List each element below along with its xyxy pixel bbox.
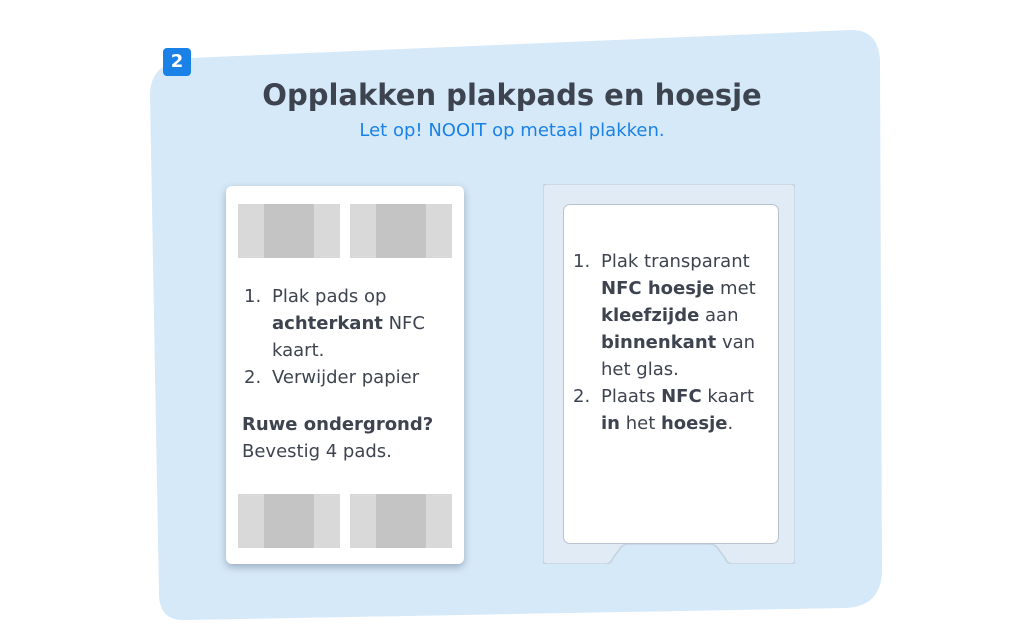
instruction-step <box>573 383 773 437</box>
step-emphasis: in <box>601 413 620 434</box>
step-emphasis: NFC <box>661 386 702 407</box>
step-emphasis: kleefzijde <box>601 305 700 326</box>
instruction-step <box>244 364 454 391</box>
adhesive-pad <box>238 494 340 548</box>
step-text: Verwijder papier <box>272 367 420 388</box>
step-emphasis: achterkant <box>272 313 383 334</box>
step-text: . <box>727 413 734 434</box>
adhesive-pad <box>350 494 452 548</box>
step-text: aan <box>699 305 739 326</box>
pads-instruction-list <box>244 283 454 391</box>
instruction-step <box>573 248 773 383</box>
step-number: 2. <box>244 367 262 388</box>
instruction-step <box>244 283 454 364</box>
step-number-badge: 2 <box>163 48 191 76</box>
page-title: Opplakken plakpads en hoesje <box>262 78 762 112</box>
step-emphasis: hoesje <box>660 413 728 434</box>
sleeve-instruction-list <box>573 248 773 437</box>
adhesive-pad <box>350 204 452 258</box>
step-emphasis: NFC hoesje <box>601 278 715 299</box>
step-text: NFC kaart. <box>272 313 425 361</box>
warning-subtitle: Let op! NOOIT op metaal plakken. <box>359 120 665 141</box>
step-number: 1. <box>244 286 262 307</box>
step-number: 1. <box>573 251 591 272</box>
rough-surface-text: Bevestig 4 pads. <box>242 441 392 462</box>
step-text: kaart <box>701 386 755 407</box>
step-text: met <box>714 278 756 299</box>
step-emphasis: binnenkant <box>601 332 717 353</box>
step-text: Plak pads op <box>272 286 387 307</box>
rough-surface-heading: Ruwe ondergrond? <box>242 414 434 435</box>
adhesive-pad <box>238 204 340 258</box>
step-text: Plaats <box>601 386 662 407</box>
nfc-card-illustration <box>226 186 464 564</box>
rough-surface-note <box>242 411 457 465</box>
nfc-sleeve-illustration <box>543 184 795 564</box>
step-text: Plak transparant <box>601 251 750 272</box>
step-number: 2. <box>573 386 591 407</box>
step-text: het <box>619 413 661 434</box>
step-text: van het glas. <box>601 332 756 380</box>
